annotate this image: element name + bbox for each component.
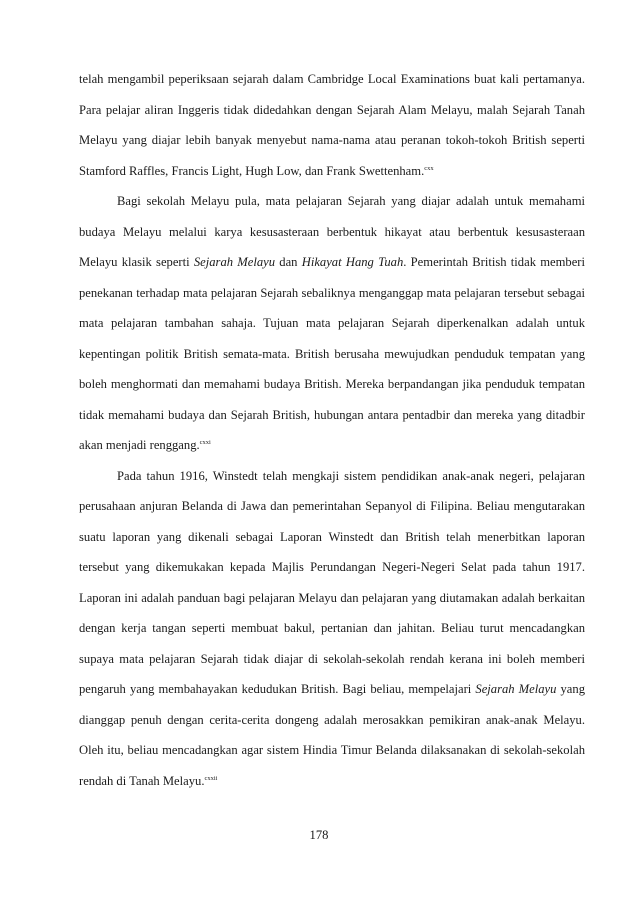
text-run: telah mengambil peperiksaan sejarah dalam Cambridge Local Examinations buat kali pertamanya. Para pelajar aliran Inggeris tidak didedahkan dengan Sejarah Alam Melayu, malah Sejarah Tanah Melayu yang diajar lebih banyak menyebut nama-nama atau peranan tokoh-tokoh British seperti Stamford Raffles, Francis Light, Hugh Low, dan Frank Swettenham. — [79, 72, 585, 178]
body-text — [79, 64, 585, 796]
footnote-marker: cxxii — [204, 774, 218, 782]
footnote-marker: cxx — [424, 164, 434, 172]
paragraph — [79, 461, 585, 797]
text-run: . Pemerintah British tidak memberi penekanan terhadap mata pelajaran Sejarah sebaliknya menganggap mata pelajaran tersebut sebagai mata pelajaran tambahan sahaja. Tujuan mata pelajaran Sejarah diperkenalkan adalah untuk kepentingan politik British semata-mata. British berusaha mewujudkan penduduk tempatan yang boleh menghormati dan memahami budaya British. Mereka berpandangan jika penduduk tempatan tidak memahami budaya dan Sejarah British, hubungan antara pentadbir dan mereka yang ditadbir akan menjadi renggang. — [79, 255, 585, 452]
italic-title: Hikayat Hang Tuah — [301, 255, 404, 269]
italic-title: Sejarah Melayu — [475, 682, 557, 696]
page-number: 178 — [309, 828, 329, 842]
paragraph — [79, 64, 585, 186]
italic-title: Sejarah Melayu — [193, 255, 276, 269]
paragraph — [79, 186, 585, 461]
text-run: dan — [275, 255, 302, 269]
text-run: Pada tahun 1916, Winstedt telah mengkaji sistem pendidikan anak-anak negeri, pelajaran perusahaan anjuran Belanda di Jawa dan pemerintahan Sepanyol di Filipina. Beliau mengutarakan suatu laporan yang dikenali sebagai Laporan Winstedt dan British telah menerbitkan laporan tersebut yang dikemukakan kepada Majlis Perundangan Negeri-Negeri Selat pada tahun 1917. Laporan ini adalah panduan bagi pelajaran Melayu dan pelajaran yang diutamakan adalah berkaitan dengan kerja tangan seperti membuat bakul, pertanian dan jahitan. Beliau turut mencadangkan supaya mata pelajaran Sejarah tidak diajar di sekolah-sekolah rendah kerana ini boleh memberi pengaruh yang membahayakan kedudukan British. Bagi beliau, mempelajari — [79, 468, 585, 696]
text-run: Bagi sekolah Melayu pula, mata pelajaran Sejarah yang diajar adalah untuk memahami budaya Melayu melalui karya kesusasteraan berbentuk hikayat atau berbentuk kesusasteraan Melayu klasik seperti — [79, 194, 585, 269]
footnote-marker: cxxi — [199, 438, 211, 446]
text-run: yang dianggap penuh dengan cerita-cerita dongeng adalah merosakkan pemikiran anak-anak Melayu. Oleh itu, beliau mencadangkan agar sistem Hindia Timur Belanda dilaksanakan di sekolah-sekolah rendah di Tanah Melayu. — [79, 682, 585, 788]
